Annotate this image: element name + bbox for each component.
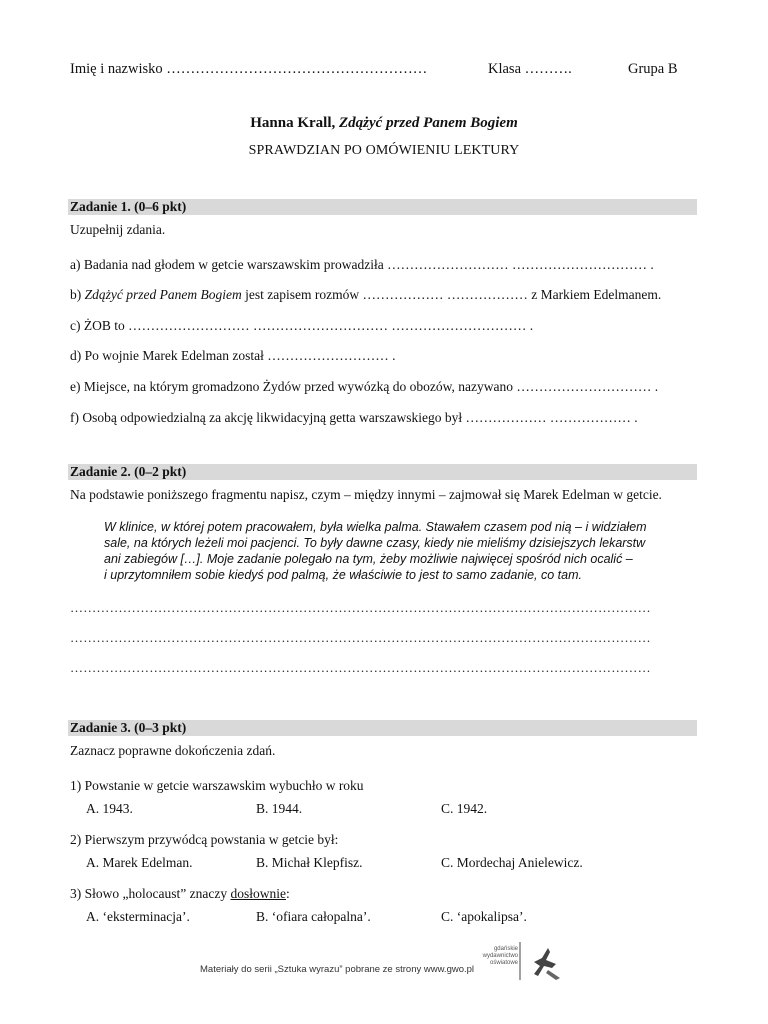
task-1-item-b-prefix: b): [70, 287, 85, 302]
task-1-item-b: [70, 287, 661, 303]
footer-text: Materiały do serii „Sztuka wyrazu” pobrane ze strony www.gwo.pl: [200, 964, 475, 975]
task-1-item-d: d) Po wojnie Marek Edelman został ……………………… .: [70, 348, 396, 363]
question-2-option-c[interactable]: C. Mordechaj Anielewicz.: [441, 855, 583, 870]
question-2-option-a[interactable]: A. Marek Edelman.: [86, 855, 193, 870]
task-1-heading: Zadanie 1. (0–6 pkt): [70, 199, 187, 214]
task-1-item-e: e) Miejsce, na którym gromadzono Żydów przed wywózką do obozów, nazywano ………………………… .: [70, 379, 659, 394]
task-1-instruction: Uzupełnij zdania.: [70, 222, 166, 237]
logo-line: gdańskie: [493, 946, 518, 952]
task-3-heading-bar: [68, 720, 697, 736]
question-3-option-b[interactable]: B. ‘ofiara całopalna’.: [256, 909, 371, 924]
question-1-text: 1) Powstanie w getcie warszawskim wybuchło w roku: [70, 778, 364, 793]
task-2-instruction: Na podstawie poniższego fragmentu napisz, czym – między innymi – zajmował się Marek Edelman w getcie.: [70, 487, 662, 502]
question-2-text: 2) Pierwszym przywódcą powstania w getcie był:: [70, 832, 339, 847]
quote-line: sale, na których leżeli moi pacjenci. To były dawne czasy, kiedy nie mieliśmy dzisiejszych lekarstw: [104, 536, 646, 550]
answer-line[interactable]: ……………………………………………………………………………………………………………………: [70, 630, 651, 645]
task-2-heading-bar: [68, 464, 697, 480]
question-3-text-prefix: 3) Słowo „holocaust” znaczy: [70, 886, 231, 901]
task-3-heading: Zadanie 3. (0–3 pkt): [70, 720, 187, 735]
task-2-heading: Zadanie 2. (0–2 pkt): [70, 464, 187, 479]
logo-line: wydawnictwo: [482, 953, 518, 959]
question-1-option-b[interactable]: B. 1944.: [256, 801, 303, 816]
publisher-logo-icon: [518, 940, 566, 984]
group-label: Grupa B: [628, 61, 678, 77]
class-field-label: Klasa ……….: [488, 61, 572, 77]
task-1-item-c: c) ŻOB to ……………………… ………………………… ………………………… .: [70, 318, 534, 333]
question-3-text-suffix: :: [285, 886, 290, 901]
question-3-text: [70, 886, 290, 902]
question-3-option-a[interactable]: A. ‘eksterminacja’.: [86, 909, 190, 924]
task-1-item-b-suffix: jest zapisem rozmów ……………… ……………… z Markiem Edelmanem.: [241, 287, 662, 302]
task-3-instruction: Zaznacz poprawne dokończenia zdań.: [70, 743, 276, 758]
quote-line: i uprzytomniłem sobie kiedyś pod palmą, że właściwie to jest to samo zadanie, co tam.: [104, 568, 582, 582]
name-field-label: Imię i nazwisko ………………………………………………: [70, 61, 428, 77]
answer-line[interactable]: ……………………………………………………………………………………………………………………: [70, 600, 651, 615]
task-1-item-f: f) Osobą odpowiedzialną za akcję likwidacyjną getta warszawskiego był ……………… ……………… .: [70, 410, 638, 425]
title-book: Zdążyć przed Panem Bogiem: [339, 115, 518, 131]
question-2-option-b[interactable]: B. Michał Klepfisz.: [256, 855, 363, 870]
page-subtitle: SPRAWDZIAN PO OMÓWIENIU LEKTURY: [248, 143, 520, 158]
question-3-option-c[interactable]: C. ‘apokalipsa’.: [441, 909, 527, 924]
task-1-heading-bar: [68, 199, 697, 215]
question-1-option-c[interactable]: C. 1942.: [441, 801, 488, 816]
answer-line[interactable]: ……………………………………………………………………………………………………………………: [70, 660, 651, 675]
question-1-option-a[interactable]: A. 1943.: [86, 801, 133, 816]
page-title: [0, 115, 768, 132]
task-1-item-b-book: Zdążyć przed Panem Bogiem: [84, 287, 242, 302]
task-1-item-a: a) Badania nad głodem w getcie warszawskim prowadziła ……………………… ………………………… .: [70, 257, 654, 272]
quote-line: ani zabiegów […]. Moje zadanie polegało na tym, żeby możliwie najwięcej spośród nich ocalić –: [104, 552, 633, 566]
publisher-logo-text: [478, 946, 518, 967]
logo-line: oświatowe: [489, 960, 518, 966]
task-2-quote: [104, 519, 674, 583]
question-3-underlined-word: dosłownie: [230, 886, 286, 901]
quote-line: W klinice, w której potem pracowałem, była wielka palma. Stawałem czasem pod nią – i widziałem: [104, 520, 647, 534]
title-author: Hanna Krall,: [250, 115, 336, 131]
